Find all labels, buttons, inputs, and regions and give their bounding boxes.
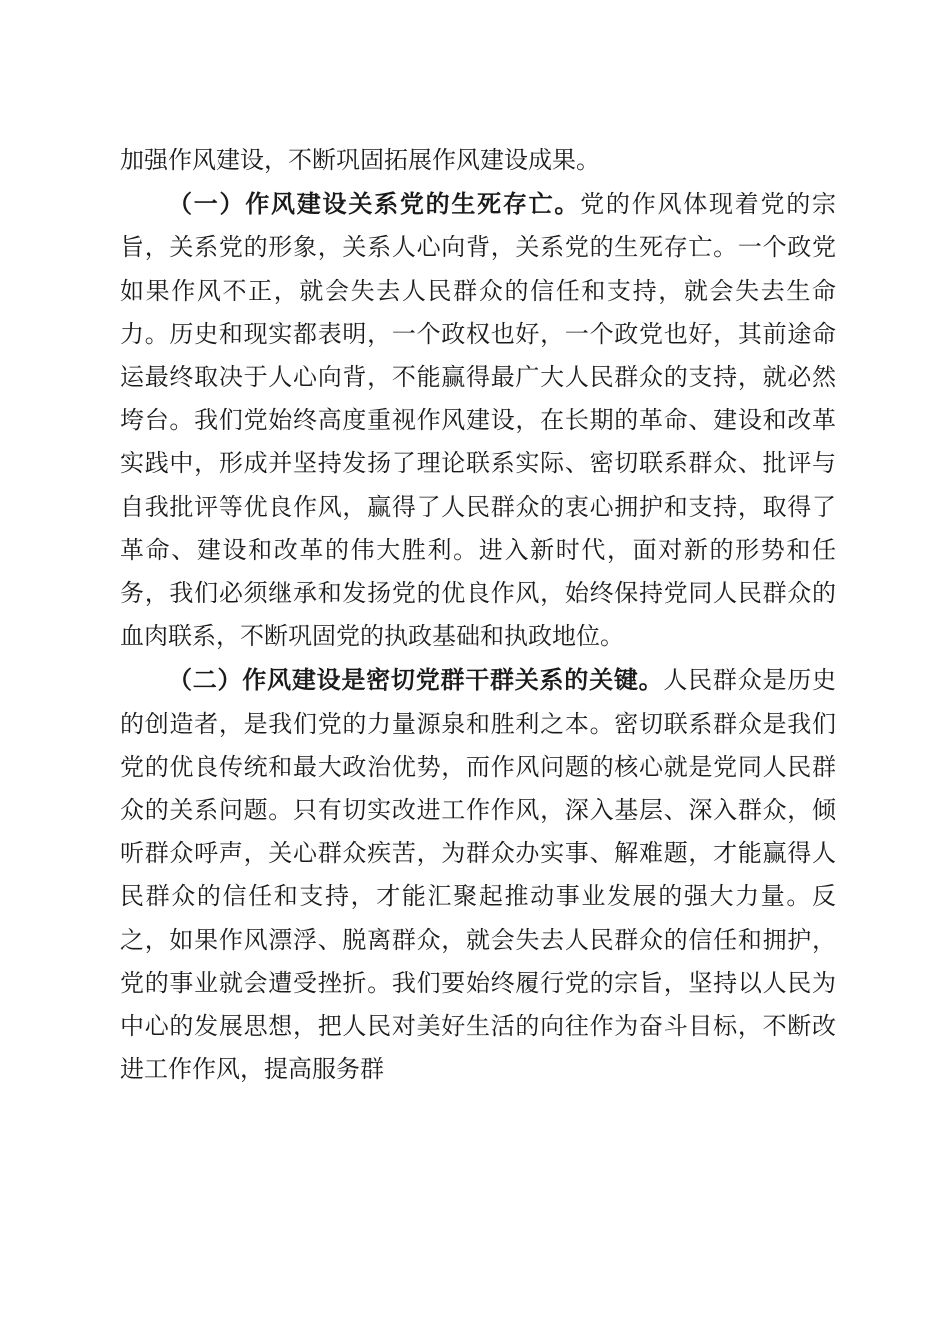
paragraph-continuation <box>120 138 836 182</box>
document-page <box>120 138 836 1091</box>
paragraph-text: 加强作风建设，不断巩固拓展作风建设成果。 <box>120 146 600 174</box>
section-heading: （二）作风建设是密切党群干群关系的关键。 <box>168 665 664 695</box>
paragraph-text: 人民群众是历史的创造者，是我们党的力量源泉和胜利之本。密切联系群众是我们党的优良传统和最大政治优势，而作风问题的核心就是党同人民群众的关系问题。只有切实改进工作作风，深入基层、深入群众，倾听群众呼声，关心群众疾苦，为群众办实事、解难题，才能赢得人民群众的信任和支持，才能汇聚起推动事业发展的强大力量。反之，如果作风漂浮、脱离群众，就会失去人民群众的信任和拥护，党的事业就会遭受挫折。我们要始终履行党的宗旨，坚持以人民为中心的发展思想，把人民对美好生活的向往作为奋斗目标，不断改进工作作风，提高服务群 <box>120 666 837 1084</box>
paragraph-text: 党的作风体现着党的宗旨，关系党的形象，关系人心向背，关系党的生死存亡。一个政党如果作风不正，就会失去人民群众的信任和支持，就会失去生命力。历史和现实都表明，一个政权也好，一个政党也好，其前途命运最终取决于人心向背，不能赢得最广大人民群众的支持，就必然垮台。我们党始终高度重视作风建设，在长期的革命、建设和改革实践中，形成并坚持发扬了理论联系实际、密切联系群众、批评与自我批评等优良作风，赢得了人民群众的衷心拥护和支持，取得了革命、建设和改革的伟大胜利。进入新时代，面对新的形势和任务，我们必须继承和发扬党的优良作风，始终保持党同人民群众的血肉联系，不断巩固党的执政基础和执政地位。 <box>120 190 837 651</box>
paragraph-section-2 <box>120 658 836 1091</box>
section-heading: （一）作风建设关系党的生死存亡。 <box>168 189 581 219</box>
paragraph-section-1 <box>120 182 836 658</box>
